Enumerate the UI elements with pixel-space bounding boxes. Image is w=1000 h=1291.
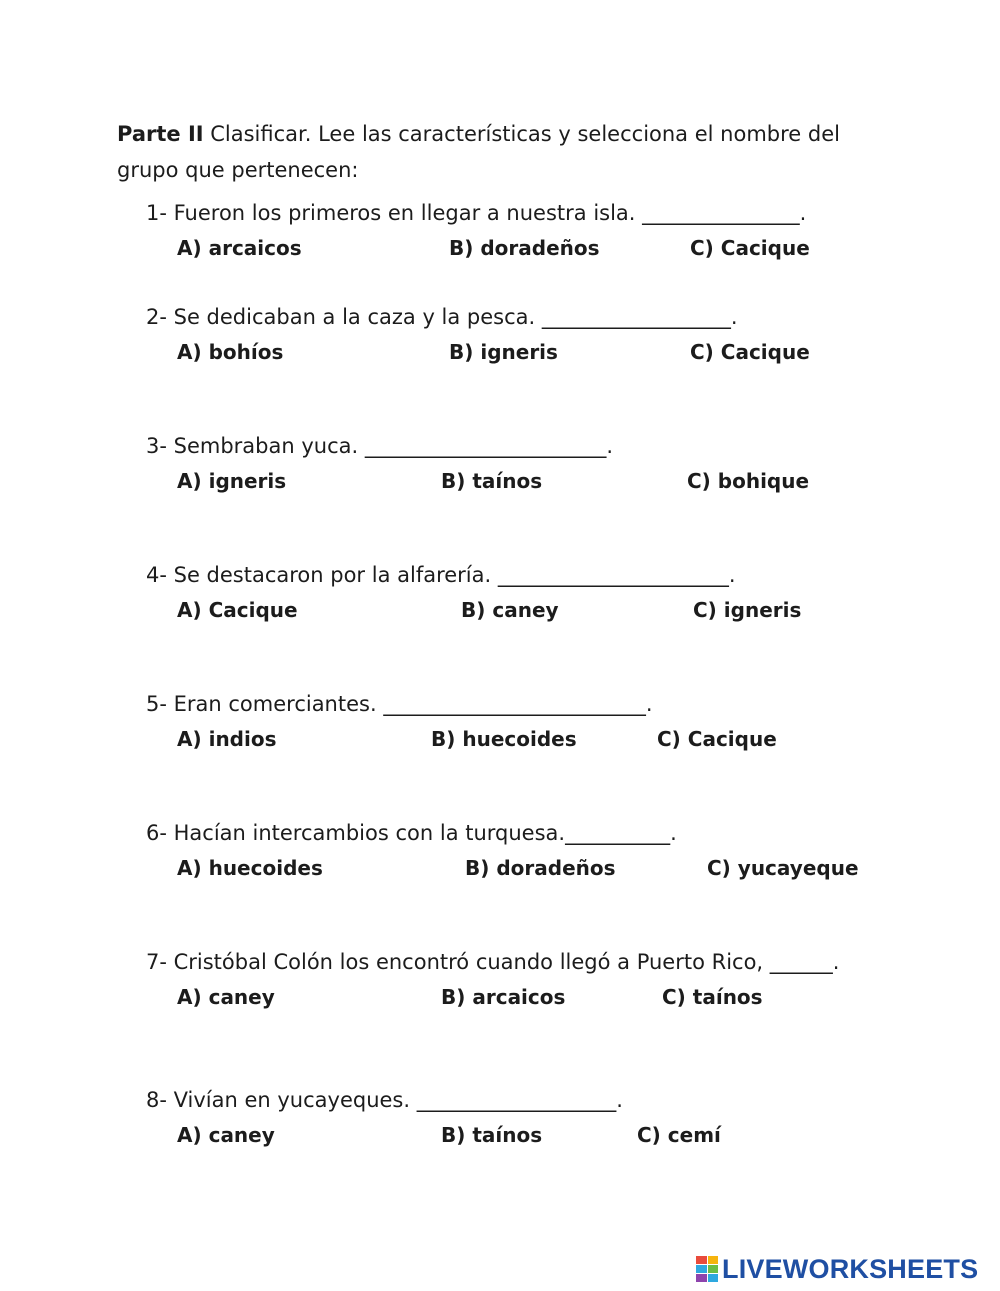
option-b[interactable]: B) caney <box>461 598 559 622</box>
option-a[interactable]: A) huecoides <box>177 856 323 880</box>
question-statement: 1- Fueron los primeros en llegar a nuestra isla. _______________. <box>146 201 807 225</box>
option-b[interactable]: B) taínos <box>441 469 543 493</box>
option-c[interactable]: C) cemí <box>637 1123 721 1147</box>
option-a[interactable]: A) arcaicos <box>177 236 302 260</box>
option-a[interactable]: A) indios <box>177 727 277 751</box>
option-b[interactable]: B) huecoides <box>431 727 577 751</box>
option-a[interactable]: A) bohíos <box>177 340 284 364</box>
question-statement: 2- Se dedicaban a la caza y la pesca. __________________. <box>146 305 738 329</box>
option-b[interactable]: B) doradeños <box>449 236 600 260</box>
question-statement: 7- Cristóbal Colón los encontró cuando llegó a Puerto Rico, ______. <box>146 950 840 974</box>
liveworksheets-logo <box>696 1254 978 1284</box>
option-b[interactable]: B) doradeños <box>465 856 616 880</box>
option-c[interactable]: C) yucayeque <box>707 856 859 880</box>
question-statement: 5- Eran comerciantes. _________________________. <box>146 692 653 716</box>
option-c[interactable]: C) Cacique <box>690 340 810 364</box>
option-c[interactable]: C) taínos <box>662 985 763 1009</box>
question-statement: 4- Se destacaron por la alfarería. ______________________. <box>146 563 736 587</box>
question-statement: 8- Vivían en yucayeques. ___________________. <box>146 1088 623 1112</box>
option-c[interactable]: C) igneris <box>693 598 802 622</box>
section-label: Parte II <box>117 122 204 146</box>
liveworksheets-icon <box>696 1256 718 1282</box>
option-b[interactable]: B) taínos <box>441 1123 543 1147</box>
logo-text: LIVEWORKSHEETS <box>722 1253 979 1284</box>
option-a[interactable]: A) Cacique <box>177 598 298 622</box>
question-statement: 6- Hacían intercambios con la turquesa.__________. <box>146 821 677 845</box>
option-c[interactable]: C) Cacique <box>657 727 777 751</box>
option-b[interactable]: B) arcaicos <box>441 985 566 1009</box>
option-a[interactable]: A) igneris <box>177 469 287 493</box>
question-statement: 3- Sembraban yuca. _______________________. <box>146 434 614 458</box>
option-c[interactable]: C) bohique <box>687 469 810 493</box>
option-c[interactable]: C) Cacique <box>690 236 810 260</box>
option-a[interactable]: A) caney <box>177 1123 275 1147</box>
option-b[interactable]: B) igneris <box>449 340 558 364</box>
instructions <box>117 116 877 188</box>
instructions-text: Clasificar. Lee las características y selecciona el nombre del grupo que pertenecen: <box>117 122 840 182</box>
option-a[interactable]: A) caney <box>177 985 275 1009</box>
